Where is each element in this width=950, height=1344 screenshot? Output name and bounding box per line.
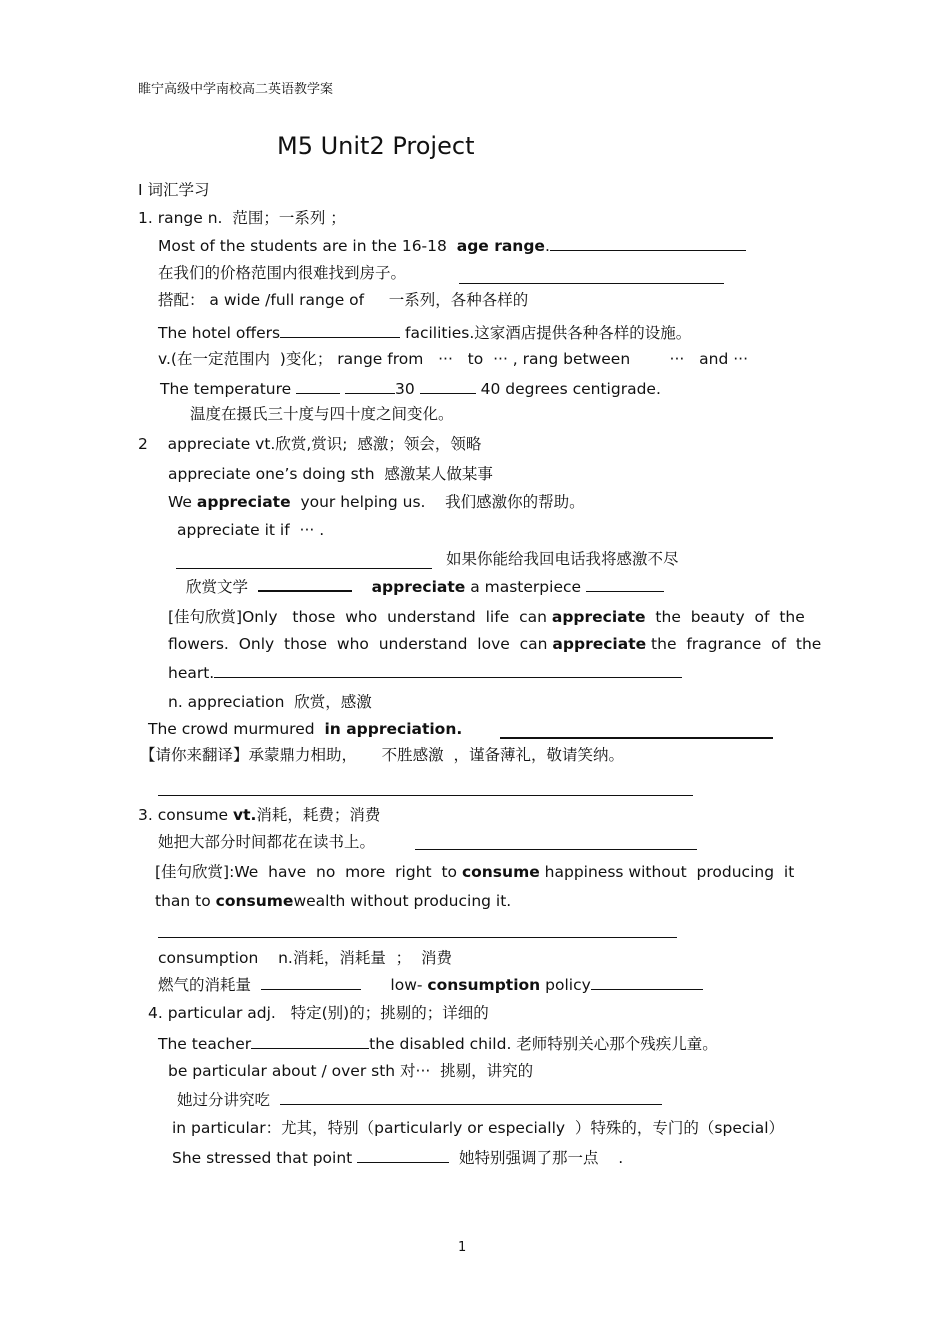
appreciate-translation-2: 如果你能给我回电话我将感激不尽	[446, 550, 679, 568]
answer-line[interactable]	[158, 937, 677, 938]
range-temperature-translation: 温度在摄氏三十度与四十度之间变化。	[190, 405, 454, 423]
appreciate-example-1: We appreciate your helping us. 我们感激你的帮助。	[168, 493, 585, 511]
consume-quote-line-2: than to consumewealth without producing it.	[155, 892, 512, 910]
appreciate-translate-task: 【请你来翻译】承蒙鼎力相助， 不胜感激 ，谨备薄礼，敬请笑纳。	[140, 746, 624, 764]
particular-phrase-1: be particular about / over sth 对··· 挑剔，讲究的	[168, 1062, 534, 1080]
answer-blank[interactable]	[261, 974, 361, 990]
range-translation-1: 在我们的价格范围内很难找到房子。	[158, 264, 407, 282]
range-collocation: 搭配： a wide /full range of 一系列，各种各样的	[158, 291, 529, 309]
answer-blank[interactable]	[251, 1033, 369, 1049]
answer-line[interactable]	[176, 568, 432, 569]
appreciate-quote-line-1: [佳句欣赏]Only those who understand life can appreciate the beauty of the	[168, 608, 805, 626]
word-range-heading: 1. range n. 范围；一系列 ；	[138, 209, 346, 227]
answer-line[interactable]	[415, 849, 697, 850]
page-header: 睢宁高级中学南校高二英语教学案	[138, 82, 334, 97]
word-particular-heading: 4. particular adj. 特定(别)的；挑剔的；详细的	[148, 1004, 489, 1022]
answer-blank[interactable]	[420, 378, 476, 394]
page-title: M5 Unit2 Project	[277, 132, 475, 160]
appreciate-example-3: 欣赏文学 appreciate a masterpiece	[186, 575, 664, 597]
range-temperature-example: The temperature 30 40 degrees centigrade.	[160, 380, 661, 398]
range-example-1: Most of the students are in the 16-18 age range.	[158, 235, 746, 256]
answer-blank[interactable]	[280, 1089, 662, 1105]
particular-phrase-2: in particular：尤其，特别（particularly or especially ）特殊的，专门的（special）	[172, 1119, 785, 1137]
appreciate-crowd-example: The crowd murmured in appreciation.	[148, 720, 468, 738]
consume-quote-line-1: [佳句欣赏]:We have no more right to consume happiness without producing it	[155, 863, 795, 881]
appreciate-phrase-2: appreciate it if ··· .	[177, 521, 325, 539]
consume-translation-1: 她把大部分时间都花在读书上。	[158, 833, 376, 851]
answer-blank[interactable]	[296, 378, 340, 394]
consume-example-gas: 燃气的消耗量 low- consumption policy	[158, 974, 703, 995]
word-consume-heading: 3. consume vt.消耗，耗费；消费	[138, 806, 381, 824]
appreciate-quote-line-3: heart.	[168, 662, 682, 683]
particular-translation-1: 她过分讲究吃	[177, 1089, 662, 1110]
particular-example-2: She stressed that point 她特别强调了那一点 .	[172, 1149, 624, 1167]
appreciate-noun: n. appreciation 欣赏，感激	[168, 693, 372, 711]
answer-line[interactable]	[500, 737, 773, 739]
answer-blank[interactable]	[591, 974, 703, 990]
consume-noun: consumption n.消耗，消耗量 ； 消费	[158, 949, 453, 967]
word-appreciate-heading: 2 appreciate vt.欣赏,赏识; 感激；领会，领略	[138, 435, 482, 453]
page-number: 1	[458, 1240, 467, 1255]
answer-blank[interactable]	[214, 662, 682, 678]
answer-blank[interactable]	[258, 575, 352, 592]
range-hotel-example: The hotel offers facilities.这家酒店提供各种各样的设施。	[158, 324, 692, 342]
answer-line[interactable]	[459, 283, 724, 284]
particular-example-1: The teacher the disabled child. 老师特别关心那个残疾儿童。	[158, 1035, 718, 1053]
answer-blank[interactable]	[357, 1147, 449, 1163]
answer-blank[interactable]	[586, 576, 664, 592]
answer-blank[interactable]	[280, 322, 400, 338]
answer-blank[interactable]	[345, 378, 395, 394]
answer-blank[interactable]	[550, 235, 746, 251]
range-verb-usage: v.(在一定范围内 )变化； range from ··· to ··· , rang between ··· and ···	[158, 350, 748, 368]
appreciate-phrase-1: appreciate one’s doing sth 感激某人做某事	[168, 465, 493, 483]
answer-line[interactable]	[158, 795, 693, 796]
appreciate-quote-line-2: flowers. Only those who understand love can appreciate the fragrance of the	[168, 635, 822, 653]
section-heading: I 词汇学习	[138, 181, 210, 199]
